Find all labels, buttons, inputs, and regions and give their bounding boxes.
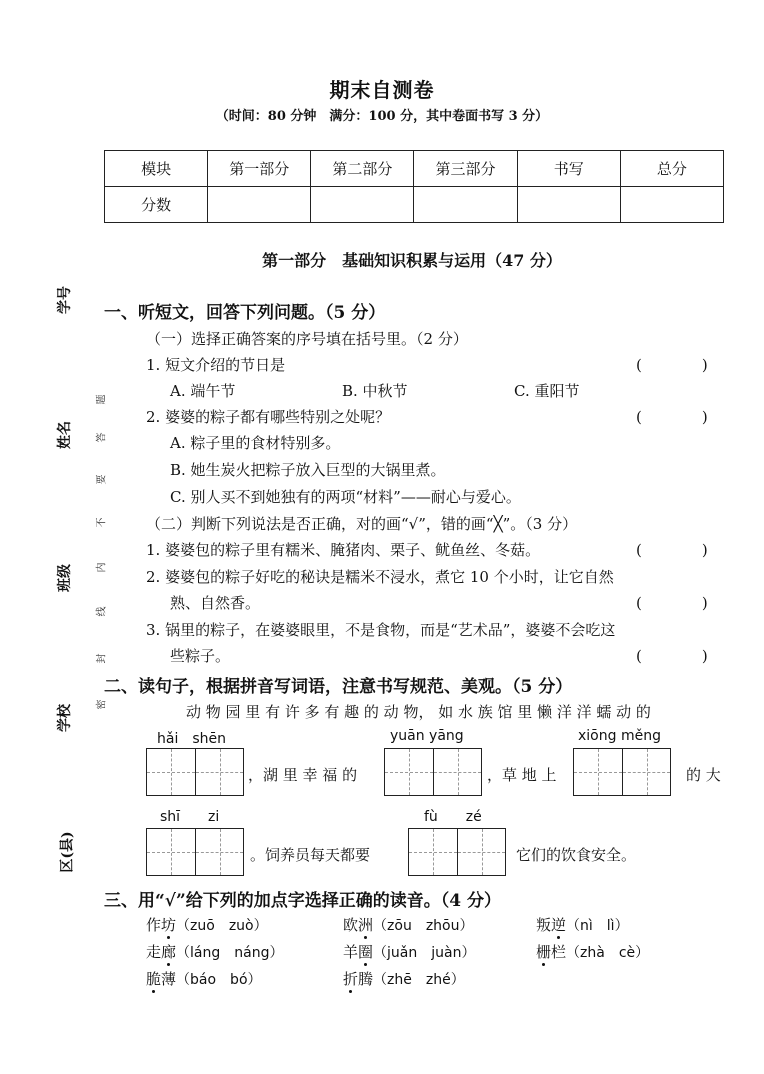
judgement-2-line2: 熟、自然香。 <box>170 594 261 612</box>
judgement-2-line1: 2. 婆婆包的粽子好吃的秘诀是糯米不浸水，煮它 10 个小时，让它自然 <box>146 568 614 586</box>
reading-options: （zhà cè） <box>566 945 650 961</box>
score-cell-writing[interactable] <box>517 187 620 223</box>
reading-char: 走 <box>146 943 162 961</box>
binding-notice-char: 密 <box>96 699 108 710</box>
reading-char: 作 <box>146 916 162 934</box>
judgement-3-line1: 3. 锅里的粽子，在婆婆眼里，不是食物，而是“艺术品”，婆婆不会吃这 <box>146 621 616 639</box>
sentence-fragment: ，草 地 上 <box>487 766 557 784</box>
pinyin-shizi: shī zi <box>160 809 220 825</box>
score-header-cell: 第一部分 <box>208 151 311 187</box>
reading-options: （zuō zuò） <box>176 918 268 934</box>
reading-item[interactable] <box>343 941 475 962</box>
reading-char: 羊 <box>343 943 359 961</box>
section2-sentence-line1: 动 物 园 里 有 许 多 有 趣 的 动 物， 如 水 族 馆 里 懒 洋 洋 蠕 动 的 <box>186 703 651 721</box>
score-cell-part3[interactable] <box>414 187 517 223</box>
score-header-cell: 总分 <box>620 151 723 187</box>
reading-options: （láng náng） <box>176 945 284 961</box>
writing-grid-shizi[interactable] <box>146 828 244 876</box>
answer-paren[interactable]: ( ) <box>636 541 708 559</box>
score-header-cell: 模块 <box>105 151 208 187</box>
score-cell-part2[interactable] <box>311 187 414 223</box>
answer-paren[interactable]: ( ) <box>636 594 708 612</box>
option-c: C. 重阳节 <box>514 382 580 400</box>
reading-item[interactable] <box>536 914 629 935</box>
reading-char: 腾 <box>358 970 374 988</box>
option-a: A. 端午节 <box>170 382 236 400</box>
answer-paren[interactable]: ( ) <box>636 647 708 665</box>
reading-char: 欧 <box>343 916 359 934</box>
sentence-fragment: 。饲养员每天都要 <box>250 846 371 864</box>
pinyin-xiongmeng: xiōng měng <box>578 728 661 744</box>
binding-notice-char: 内 <box>96 562 108 573</box>
reading-char: 栏 <box>551 943 567 961</box>
section3-title: 三、用“√”给下列的加点字选择正确的读音。（4 分） <box>104 891 501 911</box>
side-label-name: 姓名 <box>57 421 73 449</box>
reading-item[interactable] <box>343 968 465 989</box>
reading-item[interactable] <box>146 968 262 989</box>
reading-char: 薄 <box>161 970 177 988</box>
option-a: A. 粽子里的食材特别多。 <box>170 434 341 452</box>
score-table <box>104 150 724 223</box>
score-header-cell: 第三部分 <box>414 151 517 187</box>
score-cell-part1[interactable] <box>208 187 311 223</box>
score-table-header-row <box>105 151 724 187</box>
dotted-char: 脆 <box>146 970 162 988</box>
dotted-char: 廊 <box>161 943 177 961</box>
side-label-school: 学校 <box>57 704 73 732</box>
reading-item[interactable] <box>343 914 473 935</box>
score-table-value-row <box>105 187 724 223</box>
binding-notice-char: 封 <box>96 653 108 664</box>
reading-item[interactable] <box>536 941 649 962</box>
binding-notice-char: 答 <box>96 432 108 443</box>
side-label-student-id: 学号 <box>57 286 73 314</box>
score-header-cell: 第二部分 <box>311 151 414 187</box>
question-1: 1. 短文介绍的节日是 <box>146 356 286 374</box>
pinyin-haishen: hǎi shēn <box>157 731 226 747</box>
dotted-char: 栅 <box>536 943 552 961</box>
writing-grid-fuze[interactable] <box>408 828 506 876</box>
answer-paren[interactable]: ( ) <box>636 356 708 374</box>
binding-notice-char: 要 <box>96 474 108 485</box>
reading-options: （zōu zhōu） <box>373 918 474 934</box>
exam-subtitle: （时间：80 分钟 满分：100 分，其中卷面书写 3 分） <box>215 109 549 124</box>
binding-notice-char: 题 <box>96 394 108 405</box>
side-label-class: 班级 <box>57 564 73 592</box>
reading-options: （zhē zhé） <box>373 972 465 988</box>
score-row-label: 分数 <box>105 187 208 223</box>
dotted-char: 折 <box>343 970 359 988</box>
part1-title: 第一部分 基础知识积累与运用（47 分） <box>262 251 562 270</box>
binding-notice-char: 不 <box>96 517 108 528</box>
side-label-district: 区(县) <box>59 831 76 873</box>
section1-sub2: （二）判断下列说法是否正确，对的画“√”，错的画“╳”。（3 分） <box>146 515 578 533</box>
reading-options: （juǎn juàn） <box>373 945 476 961</box>
reading-item[interactable] <box>146 914 268 935</box>
score-cell-total[interactable] <box>620 187 723 223</box>
writing-grid-xiongmeng[interactable] <box>573 748 671 796</box>
sentence-fragment: ，湖 里 幸 福 的 <box>248 766 358 784</box>
reading-char: 叛 <box>536 916 552 934</box>
sentence-fragment: 它们的饮食安全。 <box>516 846 637 864</box>
pinyin-fuze: fù zé <box>424 809 482 825</box>
dotted-char: 洲 <box>358 916 374 934</box>
option-b: B. 她生炭火把粽子放入巨型的大锅里煮。 <box>170 461 446 479</box>
option-c: C. 别人买不到她独有的两项“材料”——耐心与爱心。 <box>170 488 521 506</box>
reading-item[interactable] <box>146 941 283 962</box>
writing-grid-yuanyang[interactable] <box>384 748 482 796</box>
question-2: 2. 婆婆的粽子都有哪些特别之处呢？ <box>146 408 391 426</box>
judgement-3-line2: 些粽子。 <box>170 647 231 665</box>
section1-title: 一、听短文，回答下列问题。（5 分） <box>104 303 386 323</box>
dotted-char: 逆 <box>551 916 567 934</box>
option-b: B. 中秋节 <box>342 382 408 400</box>
judgement-1: 1. 婆婆包的粽子里有糯米、腌猪肉、栗子、鱿鱼丝、冬菇。 <box>146 541 541 559</box>
pinyin-yuanyang: yuān yāng <box>390 728 464 744</box>
sentence-fragment: 的 大 <box>686 766 721 784</box>
dotted-char: 坊 <box>161 916 177 934</box>
dotted-char: 圈 <box>358 943 374 961</box>
reading-options: （báo bó） <box>176 972 262 988</box>
section1-sub1: （一）选择正确答案的序号填在括号里。（2 分） <box>146 330 468 348</box>
binding-notice-char: 线 <box>96 606 108 617</box>
exam-title: 期末自测卷 <box>329 78 435 102</box>
reading-options: （nì lì） <box>566 918 629 934</box>
answer-paren[interactable]: ( ) <box>636 408 708 426</box>
score-header-cell: 书写 <box>517 151 620 187</box>
section2-title: 二、读句子，根据拼音写词语，注意书写规范、美观。（5 分） <box>104 677 573 697</box>
writing-grid-haishen[interactable] <box>146 748 244 796</box>
